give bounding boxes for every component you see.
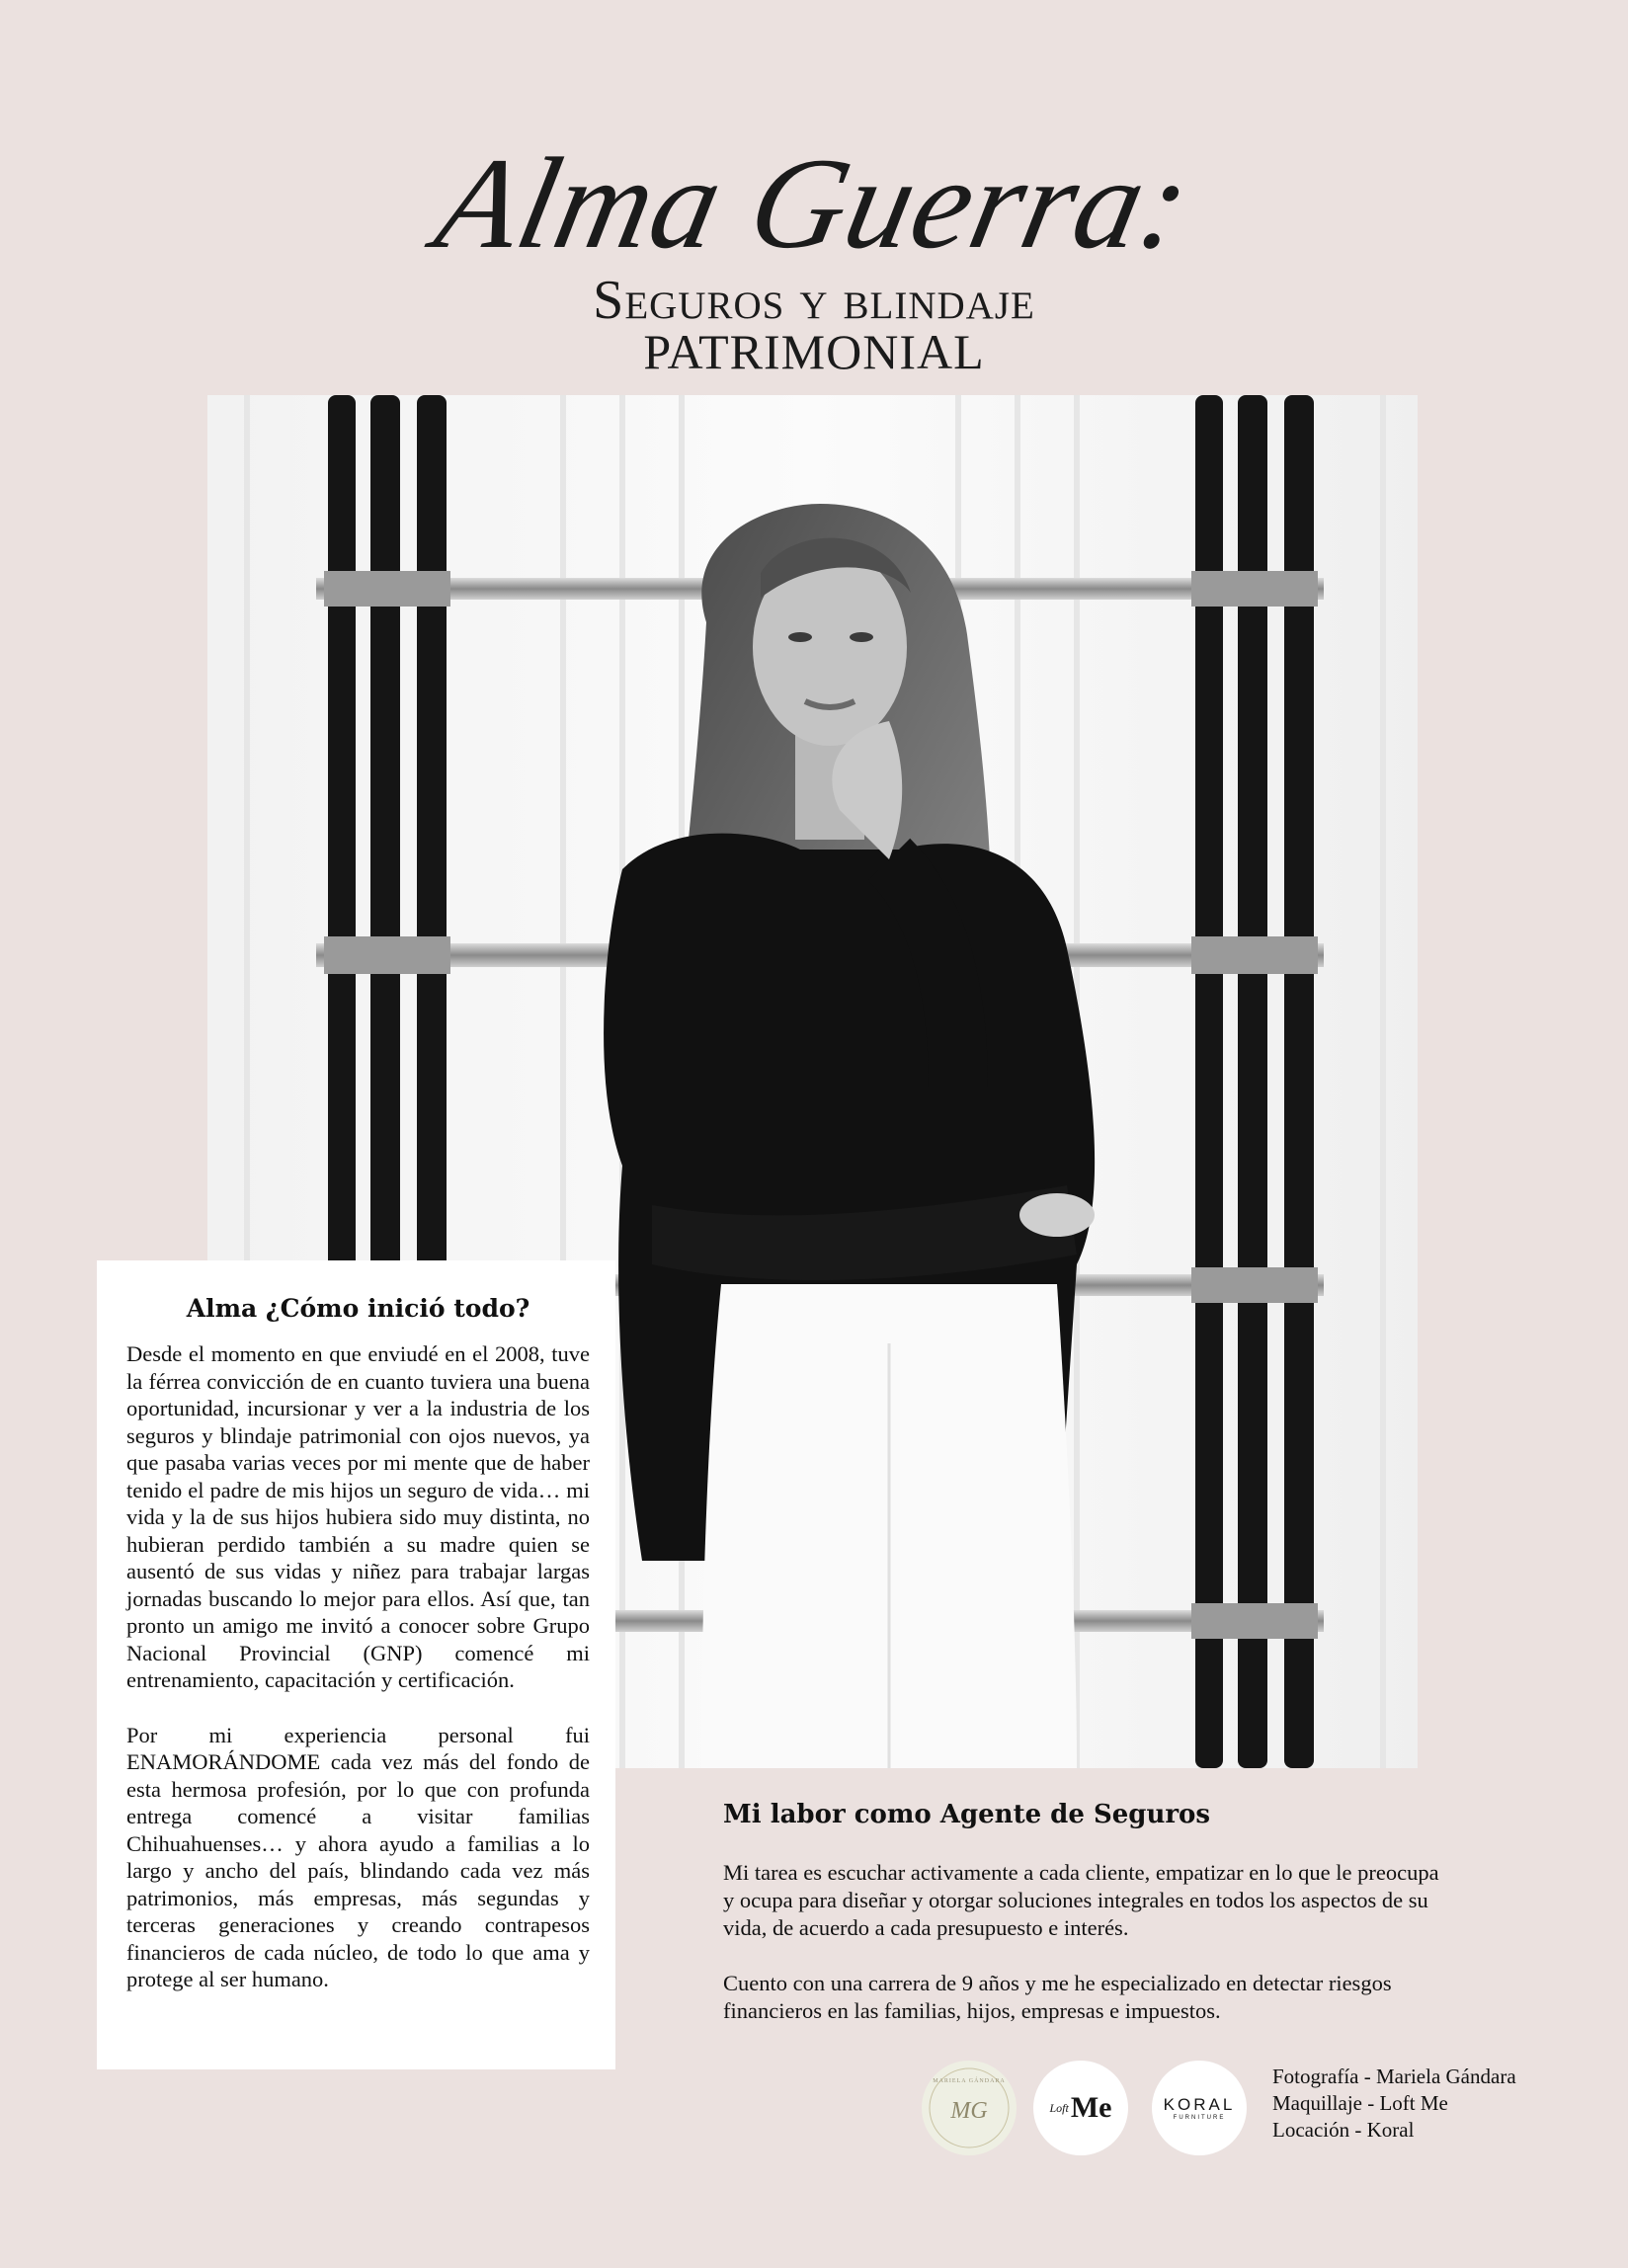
credit-location: Locación - Koral bbox=[1272, 2118, 1415, 2142]
loft-me-big-text: Me bbox=[1070, 2091, 1112, 2124]
intro-text-box bbox=[97, 1260, 615, 2069]
labor-section bbox=[723, 1800, 1449, 2025]
loft-me-logo bbox=[1033, 2061, 1128, 2155]
koral-furniture-logo bbox=[1152, 2061, 1247, 2155]
koral-name-text: KORAL bbox=[1163, 2095, 1236, 2114]
mariela-initials: MG bbox=[950, 2098, 988, 2124]
subtitle-line-2: PATRIMONIAL bbox=[643, 324, 985, 379]
labor-paragraph-2: Cuento con una carrera de 9 años y me he especializado en detectar riesgos financieros en las familias, hijos, empresas e impuestos. bbox=[723, 1971, 1392, 2023]
labor-heading: Mi labor como Agente de Seguros bbox=[723, 1800, 1211, 1829]
mariela-gandara-logo bbox=[922, 2061, 1017, 2155]
page-subtitle bbox=[0, 270, 1628, 379]
loft-me-small-text: Loft bbox=[1049, 2100, 1069, 2115]
credit-makeup: Maquillaje - Loft Me bbox=[1272, 2091, 1448, 2115]
credit-photography: Fotografía - Mariela Gándara bbox=[1272, 2065, 1516, 2088]
koral-sub-text: FURNITURE bbox=[1173, 2115, 1226, 2121]
intro-paragraph-1: Desde el momento en que enviudé en el 2008, tuve la férrea convicción de en cuanto tuviera una buena oportunidad, incursionar y ver a la industria de los seguros y blindaje patrimonial con ojos nuevos, ya que pasaba varias veces por mi mente que de haber tenido el padre de mis hijos un seguro de vida… mi vida y la de sus hijos hubiera sido muy distinta, no hubieran perdido también a su madre quien se ausentó de sus vidas y niñez para trabajar largas jornadas buscando lo mejor para ellos. Así que, tan pronto un amigo me invitó a conocer sobre Grupo Nacional Provincial (GNP) comencé mi entrenamiento, capacitación y certificación. bbox=[126, 1341, 590, 1692]
photo-credits bbox=[1272, 2064, 1516, 2144]
intro-heading: Alma ¿Cómo inició todo? bbox=[186, 1294, 530, 1323]
labor-paragraph-1: Mi tarea es escuchar activamente a cada cliente, empatizar en lo que le preocupa y ocupa para diseñar y otorgar soluciones integrales en todos los aspectos de su vida, de acuerdo a cada presupuesto e interés. bbox=[723, 1860, 1439, 1940]
script-title: Alma Guerra: bbox=[425, 130, 1203, 276]
subtitle-line-1: Seguros y blindaje bbox=[593, 270, 1035, 331]
mariela-gandara-logo-mark bbox=[922, 2061, 1017, 2155]
intro-paragraph-2: Por mi experiencia personal fui ENAMORÁNDOME cada vez más del fondo de esta hermosa profesión, por lo que con profunda entrega comencé a visitar familias Chihuahuenses… y ahora ayudo a familias a lo largo y ancho del país, blindando cada vez más patrimonios, más empresas, más segundas y terceras generaciones y creando contrapesos financieros de cada núcleo, de todo lo que ama y protege al ser humano. bbox=[126, 1722, 590, 1991]
mariela-ring-text: MARIELA GÁNDARA bbox=[933, 2078, 1006, 2084]
